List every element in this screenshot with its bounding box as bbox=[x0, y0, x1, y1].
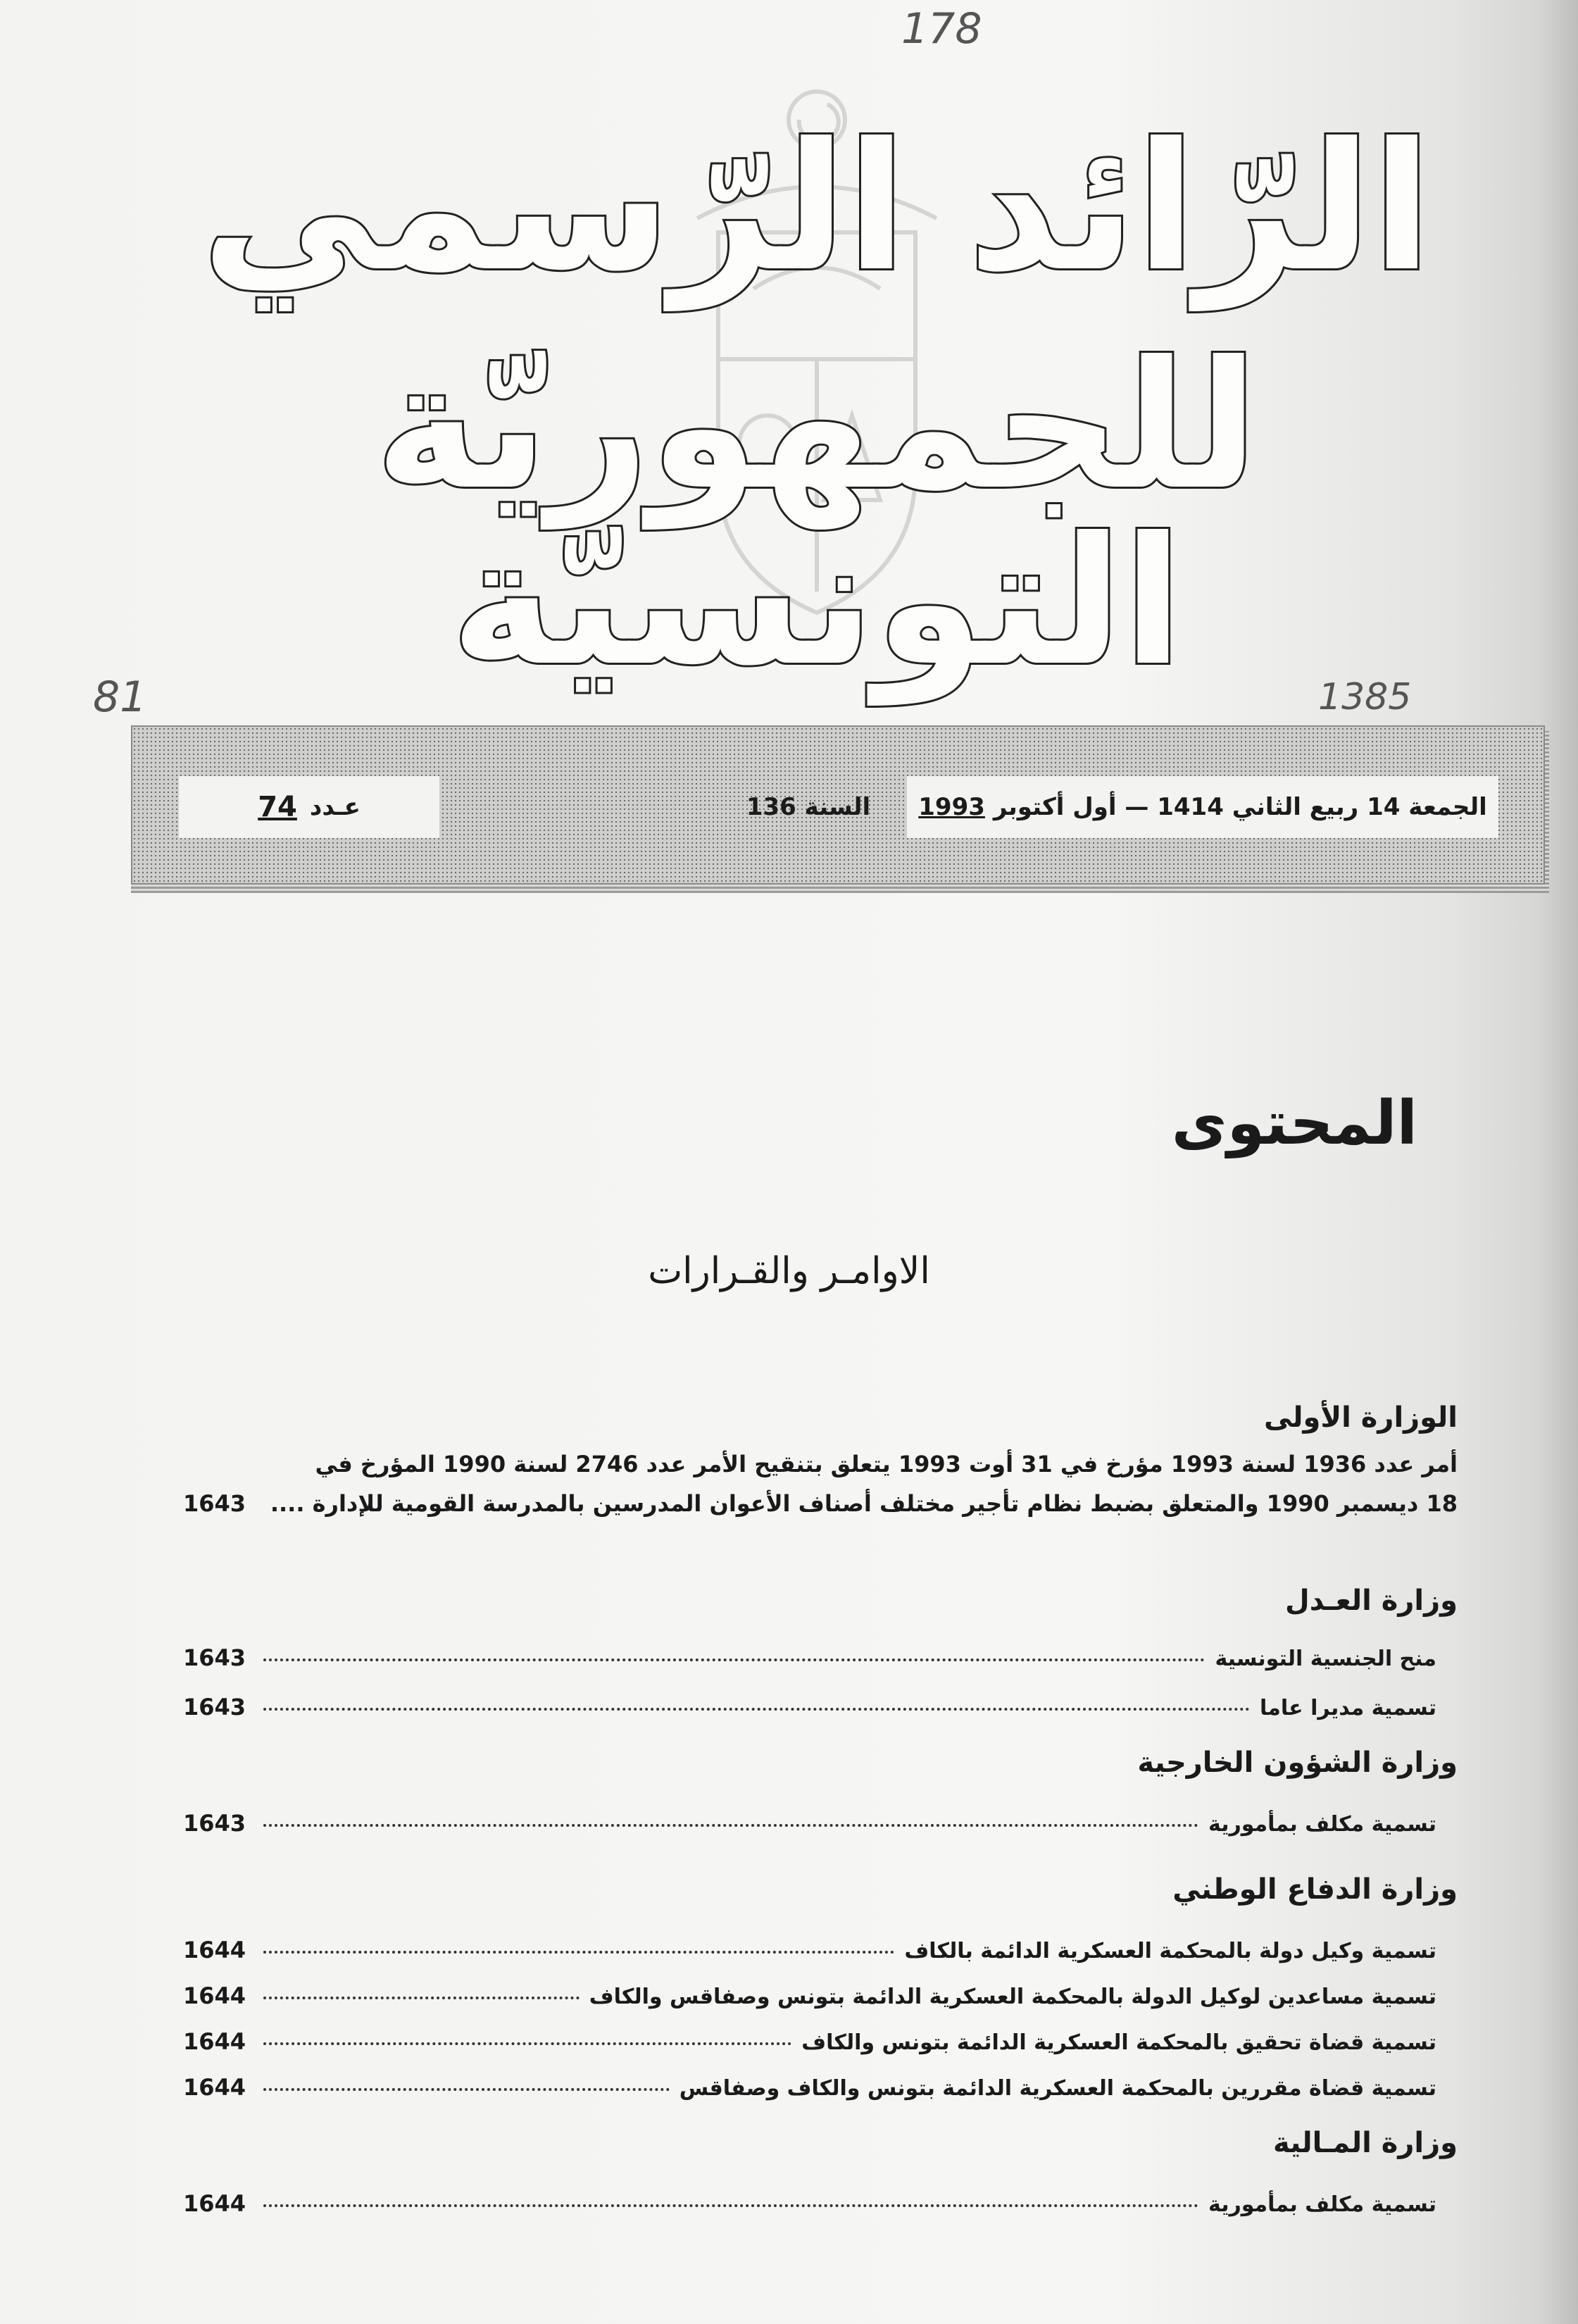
toc-entry-text: تسمية مساعدين لوكيل الدولة بالمحكمة العسكرية الدائمة بتونس وصفاقس والكاف bbox=[589, 1985, 1436, 2009]
ministry-heading: وزارة المـالية bbox=[1272, 2127, 1458, 2159]
masthead-title-line1: الرّائد الرّسمي bbox=[201, 105, 1432, 310]
toc-entry[interactable] bbox=[183, 2190, 1436, 2217]
toc-entry-page: 1644 bbox=[183, 2028, 246, 2055]
ministry-heading: وزارة الشؤون الخارجية bbox=[1137, 1747, 1458, 1779]
toc-entry[interactable] bbox=[183, 1982, 1436, 2009]
issue-banner bbox=[131, 725, 1545, 885]
toc-entry[interactable] bbox=[183, 2028, 1436, 2055]
toc-entry[interactable] bbox=[183, 1810, 1436, 1837]
toc-entry-line2: 18 ديسمبر 1990 والمتعلق بضبط نظام تأجير مختلف أصناف الأعوان المدرسين بالمدرسة القومية للإدارة .... bbox=[270, 1490, 1458, 1517]
toc-entry-page: 1643 bbox=[183, 1810, 246, 1837]
section-title: الاوامـر والقـرارات bbox=[648, 1250, 930, 1292]
dot-leader bbox=[263, 1823, 1198, 1827]
contents-title: المحتوى bbox=[1171, 1088, 1417, 1158]
dot-leader bbox=[263, 1658, 1205, 1661]
scan-edge-shadow bbox=[1536, 0, 1578, 2324]
handwritten-left-mark: 81 bbox=[93, 673, 147, 722]
dot-leader bbox=[263, 2087, 670, 2091]
toc-entry-text: تسمية وكيل دولة بالمحكمة العسكرية الدائمة بالكاف bbox=[904, 1939, 1436, 1963]
ministry-heading: الوزارة الأولى bbox=[1264, 1401, 1458, 1434]
issue-year-text: السنة 136 bbox=[746, 793, 871, 821]
toc-entry-page: 1644 bbox=[183, 2074, 246, 2101]
toc-entry-text: منح الجنسية التونسية bbox=[1215, 1647, 1436, 1671]
dot-leader bbox=[263, 2204, 1198, 2207]
issue-date-year: 1993 bbox=[918, 793, 985, 821]
toc-entry-text: تسمية مديرا عاما bbox=[1260, 1696, 1436, 1720]
issue-number: 74 bbox=[258, 791, 297, 823]
table-of-contents bbox=[183, 1401, 1458, 2247]
toc-entry[interactable] bbox=[183, 1937, 1436, 1963]
toc-entry-line1: أمر عدد 1936 لسنة 1993 مؤرخ في 31 أوت 1993 يتعلق بتنقيح الأمر عدد 2746 لسنة 1990 المؤرخ في bbox=[315, 1451, 1458, 1478]
ministry-heading: وزارة العـدل bbox=[1285, 1585, 1458, 1617]
ministry-heading: وزارة الدفاع الوطني bbox=[1172, 1873, 1458, 1906]
issue-label: عـدد bbox=[309, 793, 361, 821]
toc-entry-page: 1643 bbox=[183, 1644, 246, 1671]
dot-leader bbox=[263, 2042, 791, 2045]
toc-entry[interactable] bbox=[183, 1694, 1436, 1720]
dot-leader bbox=[263, 1950, 894, 1954]
toc-entry[interactable] bbox=[183, 2074, 1436, 2101]
handwritten-right-mark: 1385 bbox=[1318, 676, 1412, 718]
issue-number-box bbox=[179, 776, 439, 838]
issue-date bbox=[907, 776, 1498, 838]
issue-year bbox=[675, 776, 942, 838]
toc-entry-text: تسمية مكلف بمأمورية bbox=[1208, 1812, 1436, 1837]
handwritten-top-mark: 178 bbox=[901, 4, 982, 54]
toc-entry-text: تسمية مكلف بمأمورية bbox=[1208, 2192, 1436, 2217]
toc-entry-page: 1644 bbox=[183, 1982, 246, 2009]
toc-entry-page: 1644 bbox=[183, 2190, 246, 2217]
toc-entry-page: 1643 bbox=[183, 1694, 246, 1720]
dot-leader bbox=[263, 1996, 580, 1999]
toc-entry-text: تسمية قضاة مقررين بالمحكمة العسكرية الدائمة بتونس والكاف وصفاقس bbox=[679, 2076, 1436, 2101]
masthead-title-line2: للجمهوريّة التونسيّة bbox=[375, 323, 1259, 704]
toc-entry[interactable] bbox=[183, 1644, 1436, 1671]
toc-entry-page: 1644 bbox=[183, 1937, 246, 1963]
toc-entry-text: تسمية قضاة تحقيق بالمحكمة العسكرية الدائمة بتونس والكاف bbox=[801, 2030, 1436, 2055]
dot-leader bbox=[263, 1707, 1250, 1711]
toc-entry[interactable] bbox=[183, 1451, 1458, 1517]
toc-entry-page: 1643 bbox=[183, 1490, 246, 1517]
issue-date-text: الجمعة 14 ربيع الثاني 1414 — أول أكتوبر bbox=[993, 793, 1487, 821]
